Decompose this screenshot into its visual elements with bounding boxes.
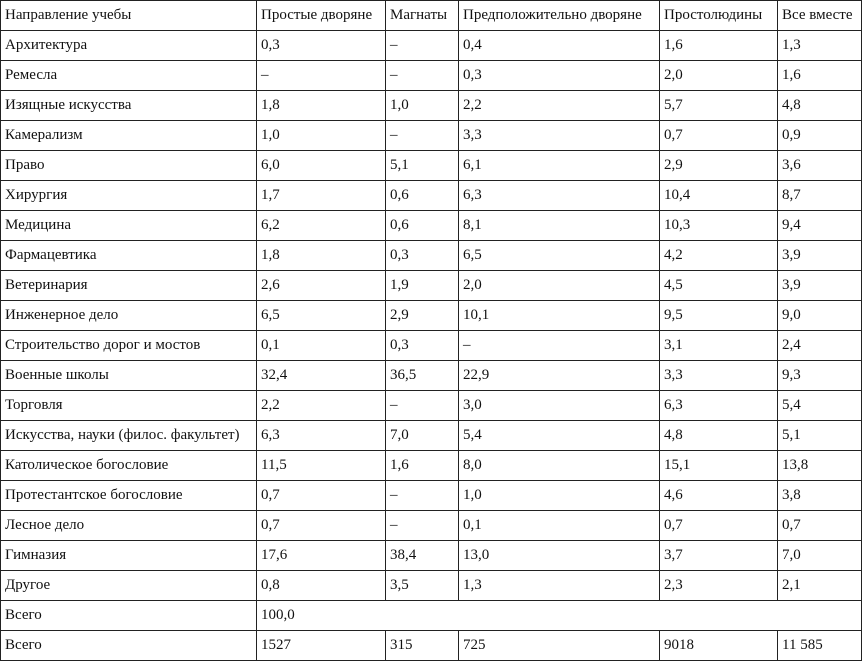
value-cell: – xyxy=(386,391,459,421)
value-cell: 0,6 xyxy=(386,211,459,241)
value-cell: 1,6 xyxy=(386,451,459,481)
value-cell: 2,9 xyxy=(660,151,778,181)
value-cell: 10,3 xyxy=(660,211,778,241)
value-cell: 6,3 xyxy=(660,391,778,421)
value-cell: – xyxy=(386,481,459,511)
value-cell: 0,3 xyxy=(386,241,459,271)
table-row xyxy=(1,151,862,181)
row-label-cell: Другое xyxy=(1,571,257,601)
value-cell: 0,9 xyxy=(778,121,862,151)
table-row xyxy=(1,241,862,271)
value-cell: 0,6 xyxy=(386,181,459,211)
total-count-cell: 315 xyxy=(386,631,459,661)
total-count-cell: 1527 xyxy=(257,631,386,661)
row-label-cell: Изящные искусства xyxy=(1,91,257,121)
value-cell: 6,5 xyxy=(459,241,660,271)
value-cell: 3,5 xyxy=(386,571,459,601)
total-count-cell: 9018 xyxy=(660,631,778,661)
value-cell: 6,3 xyxy=(459,181,660,211)
row-label-cell: Медицина xyxy=(1,211,257,241)
value-cell: 0,3 xyxy=(257,31,386,61)
value-cell: 1,0 xyxy=(386,91,459,121)
table-row xyxy=(1,571,862,601)
value-cell: 0,7 xyxy=(660,121,778,151)
value-cell: 3,8 xyxy=(778,481,862,511)
value-cell: 8,7 xyxy=(778,181,862,211)
value-cell: 5,7 xyxy=(660,91,778,121)
value-cell: 1,7 xyxy=(257,181,386,211)
value-cell: 6,0 xyxy=(257,151,386,181)
value-cell: – xyxy=(459,331,660,361)
value-cell: 1,3 xyxy=(459,571,660,601)
table-row xyxy=(1,361,862,391)
value-cell: 5,1 xyxy=(386,151,459,181)
value-cell: 10,1 xyxy=(459,301,660,331)
header-cell: Предположительно дворяне xyxy=(459,1,660,31)
row-label-cell: Католическое богословие xyxy=(1,451,257,481)
value-cell: 5,1 xyxy=(778,421,862,451)
value-cell: 0,7 xyxy=(660,511,778,541)
value-cell: 38,4 xyxy=(386,541,459,571)
row-label-cell: Протестантское богословие xyxy=(1,481,257,511)
table-row xyxy=(1,61,862,91)
value-cell: 3,6 xyxy=(778,151,862,181)
value-cell: 7,0 xyxy=(778,541,862,571)
row-label-cell: Гимназия xyxy=(1,541,257,571)
value-cell: 4,6 xyxy=(660,481,778,511)
value-cell: – xyxy=(386,121,459,151)
table-row xyxy=(1,421,862,451)
row-label-cell: Фармацевтика xyxy=(1,241,257,271)
header-cell: Магнаты xyxy=(386,1,459,31)
table-row xyxy=(1,391,862,421)
row-label-cell: Хирургия xyxy=(1,181,257,211)
value-cell: 9,5 xyxy=(660,301,778,331)
header-cell: Простые дворяне xyxy=(257,1,386,31)
value-cell: 2,9 xyxy=(386,301,459,331)
value-cell: 2,0 xyxy=(459,271,660,301)
total-percent-value: 100,0 xyxy=(257,601,862,631)
total-percent-row xyxy=(1,601,862,631)
table-row xyxy=(1,301,862,331)
value-cell: 1,6 xyxy=(778,61,862,91)
value-cell: 3,0 xyxy=(459,391,660,421)
value-cell: 32,4 xyxy=(257,361,386,391)
value-cell: 8,0 xyxy=(459,451,660,481)
value-cell: 6,1 xyxy=(459,151,660,181)
total-count-cell: 725 xyxy=(459,631,660,661)
table-body xyxy=(1,31,862,601)
value-cell: 13,0 xyxy=(459,541,660,571)
value-cell: 1,9 xyxy=(386,271,459,301)
table-row xyxy=(1,181,862,211)
value-cell: 6,2 xyxy=(257,211,386,241)
value-cell: 4,8 xyxy=(778,91,862,121)
value-cell: 3,9 xyxy=(778,271,862,301)
value-cell: 0,7 xyxy=(257,481,386,511)
value-cell: 1,3 xyxy=(778,31,862,61)
table-row xyxy=(1,331,862,361)
row-label-cell: Право xyxy=(1,151,257,181)
value-cell: 7,0 xyxy=(386,421,459,451)
value-cell: 13,8 xyxy=(778,451,862,481)
value-cell: 9,3 xyxy=(778,361,862,391)
value-cell: 9,4 xyxy=(778,211,862,241)
value-cell: 15,1 xyxy=(660,451,778,481)
value-cell: 0,1 xyxy=(459,511,660,541)
value-cell: 0,3 xyxy=(386,331,459,361)
value-cell: 2,3 xyxy=(660,571,778,601)
table-row xyxy=(1,481,862,511)
total-count-cell: Всего xyxy=(1,631,257,661)
value-cell: 6,5 xyxy=(257,301,386,331)
value-cell: 0,1 xyxy=(257,331,386,361)
value-cell: 4,8 xyxy=(660,421,778,451)
value-cell: 0,4 xyxy=(459,31,660,61)
row-label-cell: Ремесла xyxy=(1,61,257,91)
row-label-cell: Камерализм xyxy=(1,121,257,151)
value-cell: 0,3 xyxy=(459,61,660,91)
row-label-cell: Строительство дорог и мостов xyxy=(1,331,257,361)
value-cell: 22,9 xyxy=(459,361,660,391)
value-cell: 2,1 xyxy=(778,571,862,601)
row-label-cell: Лесное дело xyxy=(1,511,257,541)
value-cell: 1,6 xyxy=(660,31,778,61)
table-row xyxy=(1,31,862,61)
value-cell: 2,6 xyxy=(257,271,386,301)
value-cell: 3,7 xyxy=(660,541,778,571)
value-cell: 3,9 xyxy=(778,241,862,271)
table-row xyxy=(1,511,862,541)
row-label-cell: Ветеринария xyxy=(1,271,257,301)
value-cell: – xyxy=(257,61,386,91)
total-count-row xyxy=(1,631,862,661)
header-row xyxy=(1,1,862,31)
row-label-cell: Архитектура xyxy=(1,31,257,61)
table-row xyxy=(1,541,862,571)
value-cell: 8,1 xyxy=(459,211,660,241)
value-cell: 36,5 xyxy=(386,361,459,391)
value-cell: 5,4 xyxy=(459,421,660,451)
table-row xyxy=(1,451,862,481)
value-cell: 11,5 xyxy=(257,451,386,481)
value-cell: 0,7 xyxy=(257,511,386,541)
value-cell: – xyxy=(386,511,459,541)
value-cell: 17,6 xyxy=(257,541,386,571)
value-cell: 2,2 xyxy=(459,91,660,121)
value-cell: 0,8 xyxy=(257,571,386,601)
total-percent-label: Всего xyxy=(1,601,257,631)
value-cell: – xyxy=(386,61,459,91)
value-cell: 10,4 xyxy=(660,181,778,211)
value-cell: 3,1 xyxy=(660,331,778,361)
value-cell: 2,4 xyxy=(778,331,862,361)
value-cell: 2,2 xyxy=(257,391,386,421)
header-cell: Простолюдины xyxy=(660,1,778,31)
value-cell: 3,3 xyxy=(660,361,778,391)
header-cell: Направление учебы xyxy=(1,1,257,31)
total-count-cell: 11 585 xyxy=(778,631,862,661)
table-row xyxy=(1,91,862,121)
value-cell: 1,0 xyxy=(459,481,660,511)
value-cell: 1,0 xyxy=(257,121,386,151)
row-label-cell: Инженерное дело xyxy=(1,301,257,331)
row-label-cell: Искусства, науки (филос. факультет) xyxy=(1,421,257,451)
header-cell: Все вместе xyxy=(778,1,862,31)
table-row xyxy=(1,271,862,301)
value-cell: 4,2 xyxy=(660,241,778,271)
value-cell: 2,0 xyxy=(660,61,778,91)
value-cell: 1,8 xyxy=(257,241,386,271)
value-cell: 4,5 xyxy=(660,271,778,301)
table-row xyxy=(1,121,862,151)
value-cell: – xyxy=(386,31,459,61)
row-label-cell: Военные школы xyxy=(1,361,257,391)
value-cell: 1,8 xyxy=(257,91,386,121)
value-cell: 5,4 xyxy=(778,391,862,421)
table-row xyxy=(1,211,862,241)
value-cell: 3,3 xyxy=(459,121,660,151)
row-label-cell: Торговля xyxy=(1,391,257,421)
value-cell: 6,3 xyxy=(257,421,386,451)
value-cell: 9,0 xyxy=(778,301,862,331)
value-cell: 0,7 xyxy=(778,511,862,541)
